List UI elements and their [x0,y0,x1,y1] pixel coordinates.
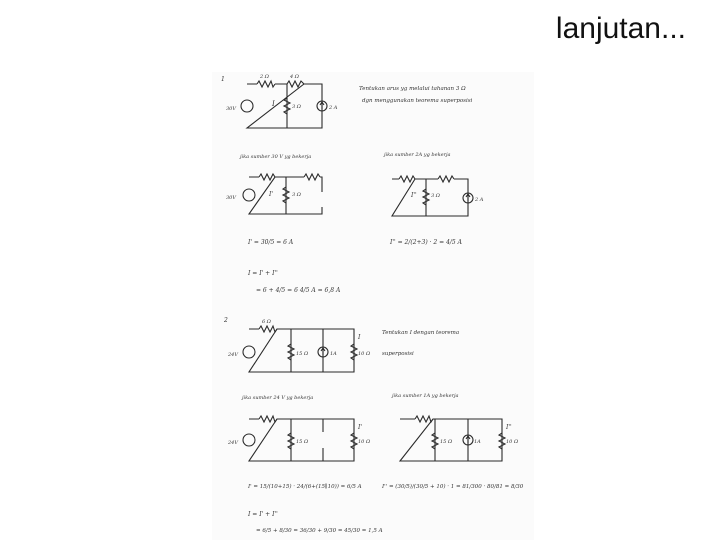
slide-title: lanjutan... [555,12,686,45]
p2a-r2: 15 Ω [296,439,309,445]
p1-case-b-title: jika sumber 2A yg bekerja [384,152,451,158]
scanned-notes-image [212,72,534,540]
p2-r2: 15 Ω [296,351,309,357]
p2-r1: 6 Ω [262,319,271,325]
p1-r3-label: 3 Ω [292,104,301,110]
p1b-current: I'' [411,192,417,199]
problem1-number: 1 [221,76,225,83]
p1-r1-label: 2 Ω [260,74,269,80]
p1-question-line1: Tentukan arus yg melalui tahanan 3 Ω [359,86,466,92]
p1-total-line2: = 6 + 4/5 = 6 4/5 A = 6,8 A [256,287,341,294]
p1-question-line2: dgn menggunakan teorema superposisi [362,98,473,104]
problem2-number: 2 [224,317,228,324]
p1a-current: I' [269,191,274,198]
p1-total-line1: I = I' + I'' [248,270,278,277]
p2-source-i: 1A [330,351,337,357]
p2b-current: I'' [506,424,512,431]
p2-current: I [358,334,361,341]
p2-question-line1: Tentukan I dengan teorema [382,330,460,336]
p2-source-v: 24V [228,352,238,358]
p1b-source-i: 2 A [475,197,484,203]
p2-total-line2: = 6/5 + 8/30 = 36/30 + 9/30 = 45/30 = 1,5 A [256,528,383,534]
p2-eq-b: I'' = (30/5)/(30/5 + 10) · 1 = 81/300 · 80/81 = 8/30 [382,484,524,490]
p1-source-v-label: 30V [226,106,236,112]
p1b-r3: 3 Ω [431,193,440,199]
p2a-current: I' [358,424,363,431]
p2-question-line2: superposisi [382,351,414,357]
p1-case-a-title: jika sumber 30 V yg bekerja [240,154,312,160]
p2-total-line1: I = I' + I'' [248,511,278,518]
p1a-r3: 3 Ω [292,192,301,198]
p1-r2-label: 4 Ω [290,74,299,80]
p2b-r3: 10 Ω [506,439,519,445]
p2b-source-i: 1A [474,439,481,445]
p2-case-a-title: jika sumber 24 V yg bekerja [242,395,314,401]
p1-current-label: I [272,100,275,108]
p1-eq-b: I'' = 2/(2+3) · 2 = 4/5 A [390,239,462,246]
p2-case-b-title: jika sumber 1A yg bekerja [392,393,459,399]
p2-r3: 10 Ω [358,351,371,357]
p2-eq-a: I' = 15/(10+15) · 24/(6+(15∥10)) = 6/5 A [248,484,362,490]
p2a-r3: 10 Ω [358,439,371,445]
p1a-source-v: 30V [226,195,236,201]
p1-eq-a: I' = 30/5 = 6 A [248,239,294,246]
p2b-r2: 15 Ω [440,439,453,445]
p1-source-i-label: 2 A [329,105,338,111]
p2a-source-v: 24V [228,440,238,446]
